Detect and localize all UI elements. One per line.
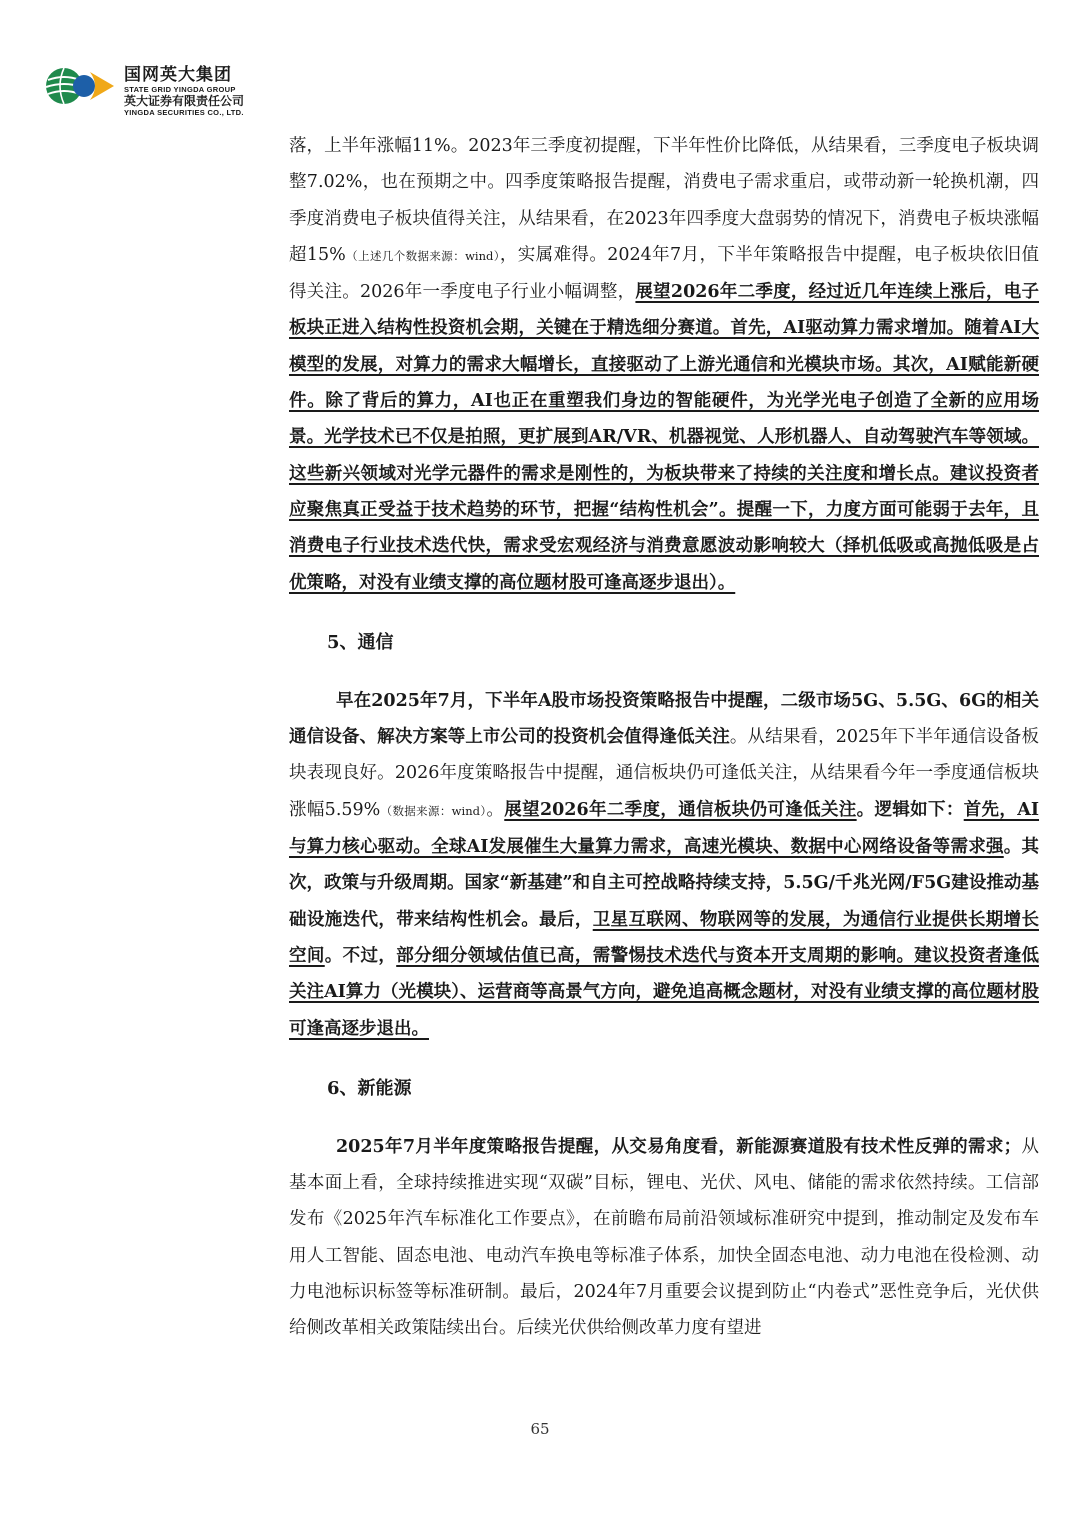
page-number: 65 <box>530 1420 550 1438</box>
emphasis-run: 。不过， <box>324 945 397 966</box>
outlook-emphasis: 展望2026年二季度，经过近几年连续上涨后，电子板块正进入结构性投资机会期，关键在于精选细分赛道。首先，AI驱动算力需求增加。随着AI大模型的发展，对算力的需求大幅增长，直接驱动了上游光通信和光模块市场。其次，AI赋能新硬件。除了背后的算力，AI也正在重塑我们身边的智能硬件，为光学光电子创造了全新的应用场景。光学技术已不仅是拍照，更扩展到AR/VR、机器视觉、人形机器人、自动驾驶汽车等领域。这些新兴领域对光学元器件的需求是刚性的，为板块带来了持续的关注度和增长点。建议投资者应聚焦真正受益于技术趋势的环节，把握“结构性机会”。提醒一下，力度方面可能弱于去年，且消费电子行业技术迭代快，需求受宏观经济与消费意愿波动影响较大（择机低吸或高抛低吸是占优策略，对没有业绩支撑的高位题材股可逢高逐步退出）。 <box>289 282 1039 593</box>
section-heading-new-energy: 6、新能源 <box>327 1077 412 1099</box>
data-source-note: （数据来源：wind） <box>380 803 487 818</box>
company-header <box>44 62 304 126</box>
subsidiary-name-cn: 英大证券有限责任公司 <box>124 94 245 108</box>
paragraph-telecom <box>289 683 1039 1047</box>
emphasis-run: 。其次，政策与升级周期。国家“新基建”和自主可控战略持续支持，5.5G/千兆光网/F5G建设推动基础设施迭代，带来结构性机会。最后， <box>289 837 1039 930</box>
subsidiary-name-en: YINGDA SECURITIES CO., LTD. <box>124 108 244 117</box>
text-run: ，实属难得。2024年7月，下半年策略报告中提醒，电子板块依旧值得关注。2026年一季度电子行业小幅调整， <box>289 244 1039 303</box>
data-source-note: （上述几个数据来源：wind） <box>345 248 500 263</box>
state-grid-logo-icon <box>44 66 116 106</box>
company-name-en: STATE GRID YINGDA GROUP <box>124 85 236 94</box>
paragraph-new-energy <box>289 1129 1039 1347</box>
text-run: 。 <box>486 799 505 820</box>
growth-emphasis: 卫星互联网、物联网等的发展，为通信行业提供长期增长空间 <box>289 909 1039 966</box>
paragraph-electronics <box>289 128 1039 601</box>
text-run: 落，上半年涨幅11%。2023年三季度初提醒，下半年性价比降低，从结果看，三季度电子板块调整7.02%，也在预期之中。四季度策略报告提醒，消费电子需求重启，或带动新一轮换机潮，四季度消费电子板块值得关注，从结果看，在2023年四季度大盘弱势的情况下，消费电子板块涨幅超15% <box>289 136 1039 265</box>
company-name-cn: 国网英大集团 <box>124 65 232 85</box>
driver-emphasis: 首先，AI与算力核心驱动。全球AI发展催生大量算力需求，高速光模块、数据中心网络设备等需求强 <box>289 799 1040 858</box>
outlook-emphasis: 展望2026年二季度，通信板块仍可逢低关注 <box>504 799 857 820</box>
text-run: 从基本面上看，全球持续推进实现“双碳”目标，锂电、光伏、风电、储能的需求依然持续。工信部发布《2025年汽车标准化工作要点》，在前瞻布局前沿领域标准研究中提到，推动制定及发布车用人工智能、固态电池、电动汽车换电等标准子体系，加快全固态电池、动力电池在役检测、动力电池标识标签等标准研制。最后，2024年7月重要会议提到防止“内卷式”恶性竞争后，光伏供给侧改革相关政策陆续出台。后续光伏供给侧改革力度有望进 <box>289 1136 1039 1339</box>
emphasis-run: 2025年7月半年度策略报告提醒，从交易角度看，新能源赛道股有技术性反弹的需求； <box>336 1136 1022 1157</box>
document-body <box>289 128 1039 1347</box>
risk-emphasis: 部分细分领域估值已高，需警惕技术迭代与资本开支周期的影响。建议投资者逢低关注AI算力（光模块）、运营商等高景气方向，避免追高概念题材，对没有业绩支撑的高位题材股可逢高逐步退出。 <box>289 945 1040 1039</box>
section-heading-telecom: 5、通信 <box>327 631 394 653</box>
text-run: 。从结果看，2025年下半年通信设备板块表现良好。2026年度策略报告中提醒，通信板块仍可逢低关注，从结果看今年一季度通信板块涨幅5.59% <box>289 727 1039 820</box>
emphasis-run: 早在2025年7月，下半年A股市场投资策略报告中提醒，二级市场5G、5.5G、6G的相关通信设备、解决方案等上市公司的投资机会值得逢低关注 <box>289 690 1039 748</box>
emphasis-run: 。逻辑如下： <box>856 799 964 820</box>
